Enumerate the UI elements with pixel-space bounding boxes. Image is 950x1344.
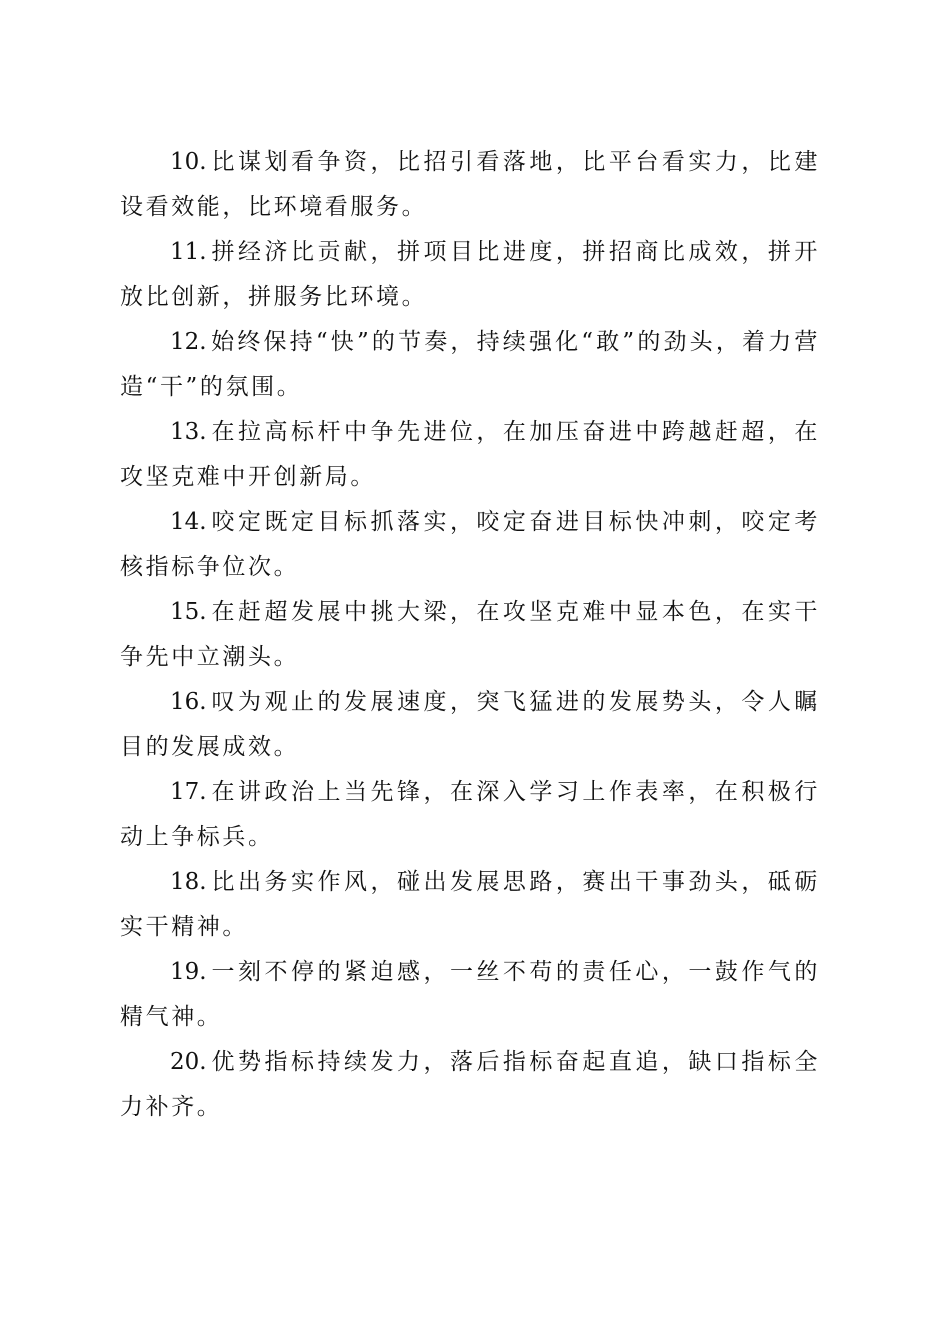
paragraph-10 (120, 140, 820, 230)
paragraph-number: 15. (170, 599, 207, 625)
paragraph-number: 12. (170, 329, 207, 355)
paragraph-text: 优势指标持续发力，落后指标奋起直追，缺口指标全力补齐。 (120, 1049, 820, 1120)
paragraph-14 (120, 500, 820, 590)
paragraph-text: 始终保持“快”的节奏，持续强化“敢”的劲头，着力营造“干”的氛围。 (120, 329, 820, 400)
paragraph-text: 比谋划看争资，比招引看落地，比平台看实力，比建设看效能，比环境看服务。 (120, 149, 820, 220)
paragraph-text: 在拉高标杆中争先进位，在加压奋进中跨越赶超，在攻坚克难中开创新局。 (120, 419, 820, 490)
paragraph-text: 在赶超发展中挑大梁，在攻坚克难中显本色，在实干争先中立潮头。 (120, 599, 820, 670)
paragraph-12 (120, 320, 820, 410)
paragraph-text: 在讲政治上当先锋，在深入学习上作表率，在积极行动上争标兵。 (120, 779, 820, 850)
paragraph-13 (120, 410, 820, 500)
paragraph-text: 叹为观止的发展速度，突飞猛进的发展势头，令人瞩目的发展成效。 (120, 689, 820, 760)
paragraph-number: 14. (170, 509, 207, 535)
paragraph-number: 17. (170, 779, 207, 805)
paragraph-19 (120, 950, 820, 1040)
paragraph-number: 10. (170, 149, 207, 175)
paragraph-number: 18. (170, 869, 207, 895)
paragraph-15 (120, 590, 820, 680)
paragraph-text: 比出务实作风，碰出发展思路，赛出干事劲头，砥砺实干精神。 (120, 869, 820, 940)
paragraph-text: 拼经济比贡献，拼项目比进度，拼招商比成效，拼开放比创新，拼服务比环境。 (120, 239, 820, 310)
paragraph-16 (120, 680, 820, 770)
paragraph-number: 19. (170, 959, 207, 985)
paragraph-11 (120, 230, 820, 320)
paragraph-number: 16. (170, 689, 207, 715)
paragraph-text: 咬定既定目标抓落实，咬定奋进目标快冲刺，咬定考核指标争位次。 (120, 509, 820, 580)
paragraph-20 (120, 1040, 820, 1130)
paragraph-number: 20. (170, 1049, 207, 1075)
paragraph-number: 11. (170, 239, 207, 265)
paragraph-17 (120, 770, 820, 860)
paragraph-number: 13. (170, 419, 207, 445)
paragraph-18 (120, 860, 820, 950)
document-body (120, 140, 820, 1130)
paragraph-text: 一刻不停的紧迫感，一丝不苟的责任心，一鼓作气的精气神。 (120, 959, 820, 1030)
